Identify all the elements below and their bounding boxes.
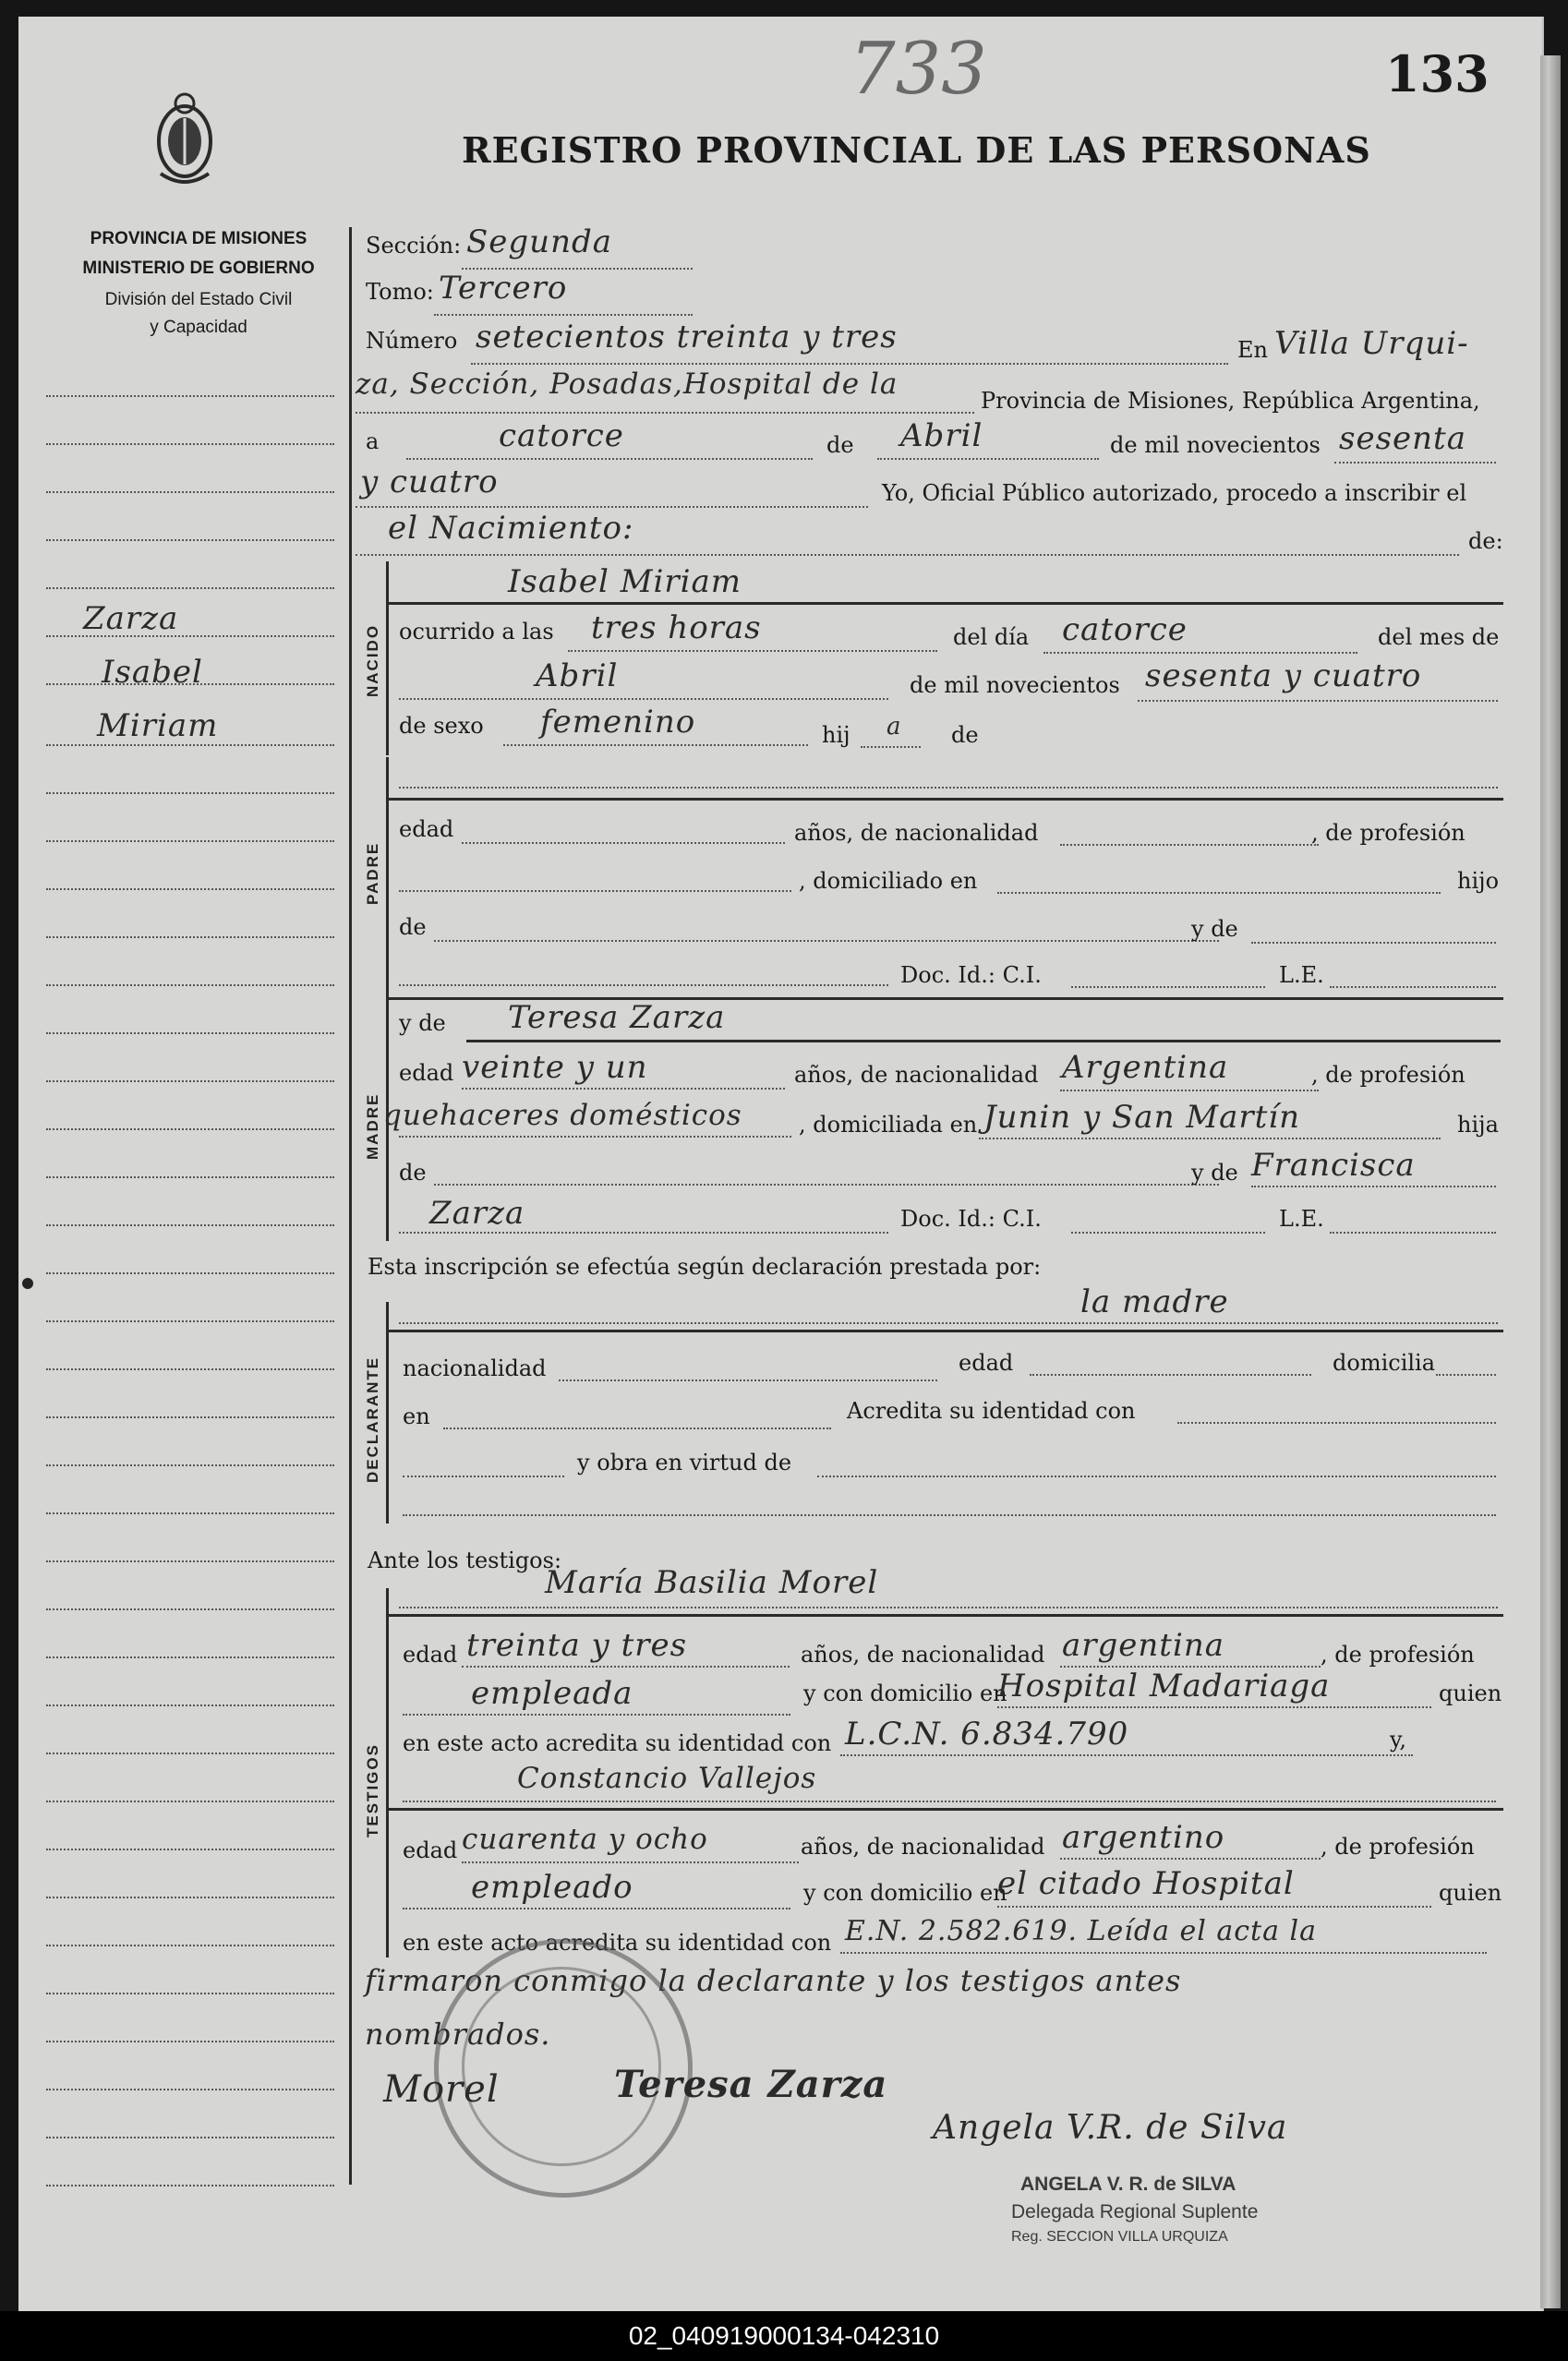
t1-y-label: y, bbox=[1390, 1727, 1406, 1753]
margin-note-surname: Zarza bbox=[83, 600, 179, 637]
act-type-value: el Nacimiento: bbox=[388, 510, 634, 547]
official-stamp-name: ANGELA V. R. de SILVA bbox=[1020, 2174, 1236, 2195]
t1-edad-label: edad bbox=[403, 1642, 458, 1668]
t1-quien-label: quien bbox=[1439, 1680, 1502, 1706]
witness-1-age: treinta y tres bbox=[466, 1627, 688, 1664]
witness-1-address: Hospital Madariaga bbox=[997, 1668, 1331, 1704]
madre-y-de-label: y de bbox=[399, 1010, 446, 1036]
padre-doc-label: Doc. Id.: C.I. bbox=[900, 962, 1042, 988]
madre-edad-label: edad bbox=[399, 1060, 454, 1086]
madre-hija-label: hija bbox=[1457, 1112, 1499, 1138]
madre-profesion-label: , de profesión bbox=[1311, 1062, 1465, 1088]
declarante-en-label: en bbox=[403, 1403, 430, 1429]
t2-domicilio-label: y con domicilio en bbox=[803, 1880, 1007, 1906]
witness-1-profession: empleada bbox=[471, 1675, 633, 1712]
year-value-a: sesenta bbox=[1339, 420, 1466, 457]
signature-witness: Morel bbox=[383, 2068, 500, 2111]
t2-profesion-label: , de profesión bbox=[1321, 1834, 1475, 1860]
signature-mother: Teresa Zarza bbox=[614, 2063, 888, 2106]
numero-label: Número bbox=[366, 328, 458, 354]
margin-note-first-name: Isabel bbox=[102, 654, 203, 691]
en-label: En bbox=[1237, 337, 1268, 363]
t1-anos-nac-label: años, de nacionalidad bbox=[801, 1642, 1045, 1668]
mother-profession: quehaceres domésticos bbox=[383, 1099, 742, 1132]
declarante-acredita-label: Acredita su identidad con bbox=[847, 1398, 1136, 1424]
del-dia-label: del día bbox=[953, 624, 1030, 650]
province-text: Provincia de Misiones, República Argentina, bbox=[981, 388, 1480, 414]
witness-2-age: cuarenta y ocho bbox=[462, 1823, 708, 1856]
place-value: za, Sección, Posadas,Hospital de la bbox=[356, 367, 899, 401]
witness-2-address: el citado Hospital bbox=[997, 1865, 1295, 1902]
tomo-value: Tercero bbox=[439, 270, 568, 307]
madre-domiciliada-label: , domiciliada en bbox=[799, 1112, 978, 1138]
witness-2-name: Constancio Vallejos bbox=[517, 1762, 817, 1795]
signature-official: Angela V.R. de Silva bbox=[933, 2109, 1288, 2147]
hij-value: a bbox=[887, 713, 902, 741]
birth-hour: tres horas bbox=[591, 609, 762, 646]
en-value: Villa Urqui- bbox=[1274, 325, 1469, 362]
section-padre: PADRE bbox=[364, 841, 381, 905]
declarante-nacionalidad-label: nacionalidad bbox=[403, 1355, 547, 1381]
de-label: de bbox=[826, 432, 854, 458]
padre-le-label: L.E. bbox=[1279, 962, 1324, 988]
testigos-intro: Ante los testigos: bbox=[368, 1548, 562, 1573]
declarante-obra-label: y obra en virtud de bbox=[577, 1450, 792, 1476]
page-title: REGISTRO PROVINCIAL DE LAS PERSONAS bbox=[462, 129, 1371, 171]
year-prefix: de mil novecientos bbox=[1110, 432, 1321, 458]
witness-1-nationality: argentina bbox=[1062, 1627, 1225, 1664]
declaracion-text: Esta inscripción se efectúa según declaración prestada por: bbox=[368, 1254, 1042, 1280]
margin-note-middle-name: Miriam bbox=[97, 707, 219, 744]
registration-month: Abril bbox=[900, 417, 983, 454]
mother-age: veinte y un bbox=[462, 1049, 648, 1086]
binder-hole bbox=[22, 1278, 33, 1289]
official-stamp-title: Delegada Regional Suplente bbox=[1011, 2201, 1259, 2222]
closing-line-1: firmaron conmigo la declarante y los testigos antes bbox=[365, 1963, 1182, 1998]
del-mes-label: del mes de bbox=[1378, 624, 1500, 650]
section-madre: MADRE bbox=[364, 1092, 381, 1160]
t1-acredita-label: en este acto acredita su identidad con bbox=[403, 1730, 832, 1756]
section-declarante: DECLARANTE bbox=[364, 1355, 381, 1483]
declarante-edad-label: edad bbox=[959, 1350, 1014, 1376]
hij-label: hij bbox=[822, 722, 850, 748]
padre-edad-label: edad bbox=[399, 816, 454, 842]
handwritten-ref-number: 733 bbox=[850, 28, 987, 111]
numero-value: setecientos treinta y tres bbox=[476, 319, 898, 355]
t2-edad-label: edad bbox=[403, 1837, 458, 1863]
t2-acredita-label: en este acto acredita su identidad con bbox=[403, 1930, 832, 1956]
witness-2-profession: empleado bbox=[471, 1869, 633, 1906]
page-edge bbox=[1540, 55, 1561, 2308]
child-name: Isabel Miriam bbox=[508, 563, 742, 600]
witness-2-nationality: argentino bbox=[1062, 1819, 1225, 1856]
nacido-de-label: de bbox=[951, 722, 979, 748]
mother-address: Junin y San Martín bbox=[983, 1099, 1301, 1136]
t2-quien-label: quien bbox=[1439, 1880, 1502, 1906]
sexo-value: femenino bbox=[540, 704, 696, 741]
section-testigos: TESTIGOS bbox=[364, 1743, 381, 1837]
madre-anos-nac-label: años, de nacionalidad bbox=[794, 1062, 1039, 1088]
declarant-value: la madre bbox=[1080, 1283, 1229, 1320]
seccion-label: Sección: bbox=[366, 233, 462, 259]
witness-2-document: E.N. 2.582.619. Leída el acta la bbox=[845, 1915, 1318, 1947]
officer-text: Yo, Oficial Público autorizado, procedo a inscribir el bbox=[882, 480, 1467, 506]
madre-de-label: de bbox=[399, 1160, 427, 1186]
birth-day: catorce bbox=[1062, 611, 1188, 648]
coat-of-arms-emblem bbox=[148, 90, 222, 197]
tomo-label: Tomo: bbox=[366, 279, 434, 305]
file-id-footer: 02_040919000134-042310 bbox=[0, 2311, 1568, 2361]
seccion-value: Segunda bbox=[466, 223, 613, 260]
grandmother-surname: Zarza bbox=[429, 1195, 525, 1232]
closing-line-2: nombrados. bbox=[365, 2017, 551, 2052]
t2-anos-nac-label: años, de nacionalidad bbox=[801, 1834, 1045, 1860]
padre-de-label: de bbox=[399, 914, 427, 940]
column-divider bbox=[349, 227, 352, 2185]
a-label: a bbox=[366, 428, 380, 454]
t1-domicilio-label: y con domicilio en bbox=[803, 1680, 1007, 1706]
agency-line-1: PROVINCIA DE MISIONES bbox=[90, 229, 308, 248]
mother-nationality: Argentina bbox=[1062, 1049, 1229, 1086]
section-nacido: NACIDO bbox=[364, 623, 381, 697]
padre-hijo-label: hijo bbox=[1457, 868, 1500, 894]
mother-name: Teresa Zarza bbox=[508, 999, 726, 1036]
birth-month: Abril bbox=[536, 657, 619, 694]
madre-le-label: L.E. bbox=[1279, 1206, 1324, 1232]
de-colon-label: de: bbox=[1468, 528, 1503, 554]
padre-y-de-label: y de bbox=[1191, 916, 1238, 942]
padre-domiciliado-label: , domiciliado en bbox=[799, 868, 978, 894]
year-value-b: y cuatro bbox=[360, 464, 499, 500]
birth-year: sesenta y cuatro bbox=[1145, 657, 1422, 694]
ocurrido-label: ocurrido a las bbox=[399, 619, 554, 644]
sexo-label: de sexo bbox=[399, 713, 484, 739]
official-stamp-office: Reg. SECCION VILLA URQUIZA bbox=[1011, 2229, 1228, 2245]
agency-line-2: MINISTERIO DE GOBIERNO bbox=[82, 259, 315, 278]
grandmother-name: Francisca bbox=[1251, 1147, 1416, 1184]
agency-line-4: y Capacidad bbox=[150, 318, 247, 337]
t1-profesion-label: , de profesión bbox=[1321, 1642, 1475, 1668]
madre-y-de2-label: y de bbox=[1191, 1160, 1238, 1186]
declarante-domicilia-label: domicilia bbox=[1333, 1350, 1436, 1376]
agency-line-3: División del Estado Civil bbox=[104, 290, 293, 309]
page-number: 133 bbox=[1385, 44, 1490, 103]
padre-anos-nac-label: años, de nacionalidad bbox=[794, 820, 1039, 846]
padre-profesion-label: , de profesión bbox=[1311, 820, 1465, 846]
registration-day: catorce bbox=[499, 417, 624, 454]
madre-doc-label: Doc. Id.: C.I. bbox=[900, 1206, 1042, 1232]
birth-year-prefix: de mil novecientos bbox=[910, 672, 1120, 698]
witness-1-name: María Basilia Morel bbox=[545, 1564, 879, 1601]
witness-1-document: L.C.N. 6.834.790 bbox=[845, 1716, 1129, 1753]
